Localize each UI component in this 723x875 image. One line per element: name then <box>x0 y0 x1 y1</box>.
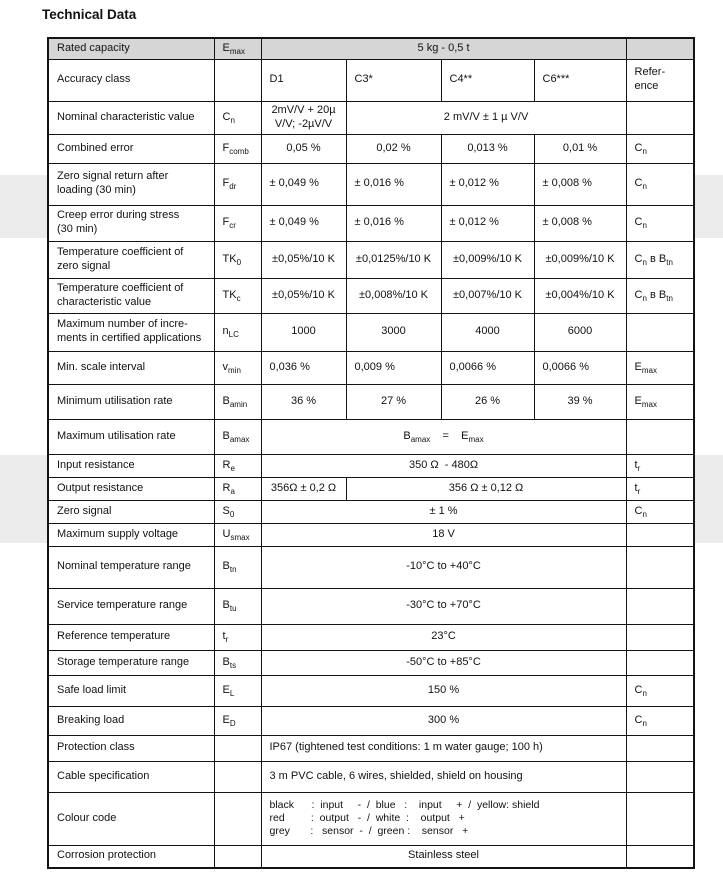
table-row <box>48 351 694 384</box>
table-row <box>48 500 694 523</box>
value-cell: $R_e$ <box>214 454 261 477</box>
value-cell: C6*** <box>534 59 626 101</box>
value-cell: black : input - / blue : input + / yellow: shield red : output - / white : output + grey : sensor - / green : sensor + <box>261 792 626 845</box>
value-cell: $C_n$ <box>626 706 694 735</box>
value-cell: ±0,05%/10 K <box>261 278 346 313</box>
value-cell: 4000 <box>441 313 534 351</box>
value-cell: 5 kg - 0,5 t <box>261 38 626 59</box>
table-row <box>48 706 694 735</box>
table-row <box>48 546 694 588</box>
value-cell: ± 0,012 % <box>441 205 534 241</box>
value-cell: 0,02 % <box>346 134 441 163</box>
value-cell: 150 % <box>261 675 626 706</box>
value-cell: -50°C to +85°C <box>261 650 626 675</box>
parameter-cell: Output resistance <box>48 477 214 500</box>
value-cell: $B_{tu}$ <box>214 588 261 624</box>
value-cell <box>626 38 694 59</box>
value-cell: $F_{comb}$ <box>214 134 261 163</box>
value-cell: 0,009 % <box>346 351 441 384</box>
parameter-cell: Colour code <box>48 792 214 845</box>
parameter-cell: Cable specification <box>48 761 214 792</box>
value-cell: $n_{LC}$ <box>214 313 261 351</box>
value-cell: 356 Ω ± 0,12 Ω <box>346 477 626 500</box>
value-cell: $E_D$ <box>214 706 261 735</box>
value-cell: ± 0,016 % <box>346 163 441 205</box>
value-cell: $t_r$ <box>214 624 261 650</box>
table-row <box>48 313 694 351</box>
value-cell: ± 1 % <box>261 500 626 523</box>
parameter-cell: Combined error <box>48 134 214 163</box>
value-cell: $B_{ts}$ <box>214 650 261 675</box>
value-cell: 3000 <box>346 313 441 351</box>
value-cell: $C_n$ <box>626 500 694 523</box>
parameter-cell: Maximum number of incre- ments in certified applications <box>48 313 214 351</box>
value-cell: -30°C to +70°C <box>261 588 626 624</box>
value-cell: $t_r$ <box>626 477 694 500</box>
value-cell: $TK_c$ <box>214 278 261 313</box>
parameter-cell: Minimum utilisation rate <box>48 384 214 419</box>
value-cell: 356Ω ± 0,2 Ω <box>261 477 346 500</box>
parameter-cell: Min. scale interval <box>48 351 214 384</box>
parameter-cell: Zero signal <box>48 500 214 523</box>
table-row <box>48 735 694 761</box>
value-cell: $B_{amax}$ = $E_{max}$ <box>261 419 626 454</box>
value-cell <box>626 101 694 134</box>
value-cell: $B_{amax}$ <box>214 419 261 454</box>
value-cell: C4** <box>441 59 534 101</box>
value-cell: ± 0,049 % <box>261 205 346 241</box>
value-cell <box>214 59 261 101</box>
value-cell: $E_{max}$ <box>626 384 694 419</box>
value-cell: $C_n$ в $B_{tn}$ <box>626 278 694 313</box>
value-cell: 1000 <box>261 313 346 351</box>
value-cell: 0,0066 % <box>534 351 626 384</box>
value-cell: 27 % <box>346 384 441 419</box>
value-cell: $U_{smax}$ <box>214 523 261 546</box>
parameter-cell: Maximum supply voltage <box>48 523 214 546</box>
parameter-cell: Protection class <box>48 735 214 761</box>
value-cell <box>214 792 261 845</box>
table-row <box>48 675 694 706</box>
value-cell: $C_n$ в $B_{tn}$ <box>626 241 694 278</box>
parameter-cell: Input resistance <box>48 454 214 477</box>
value-cell: 2 mV/V ± 1 µ V/V <box>346 101 626 134</box>
value-cell: 350 Ω - 480Ω <box>261 454 626 477</box>
value-cell: 23°C <box>261 624 626 650</box>
value-cell: 39 % <box>534 384 626 419</box>
table-row <box>48 454 694 477</box>
value-cell: ±0,004%/10 K <box>534 278 626 313</box>
parameter-cell: Nominal characteristic value <box>48 101 214 134</box>
value-cell: ± 0,012 % <box>441 163 534 205</box>
parameter-cell: Maximum utilisation rate <box>48 419 214 454</box>
value-cell: 300 % <box>261 706 626 735</box>
value-cell: $C_n$ <box>214 101 261 134</box>
value-cell: Refer- ence <box>626 59 694 101</box>
table-row <box>48 624 694 650</box>
table-row <box>48 163 694 205</box>
table-row <box>48 101 694 134</box>
value-cell: 18 V <box>261 523 626 546</box>
value-cell: $B_{tn}$ <box>214 546 261 588</box>
parameter-cell: Zero signal return after loading (30 min) <box>48 163 214 205</box>
table-row <box>48 134 694 163</box>
value-cell: $B_{amin}$ <box>214 384 261 419</box>
page-title: Technical Data <box>42 7 137 22</box>
value-cell: C3* <box>346 59 441 101</box>
value-cell: $R_a$ <box>214 477 261 500</box>
value-cell <box>626 845 694 868</box>
value-cell <box>626 761 694 792</box>
parameter-cell: Temperature coefficient of zero signal <box>48 241 214 278</box>
value-cell: ±0,007%/10 K <box>441 278 534 313</box>
value-cell <box>626 735 694 761</box>
value-cell: ± 0,008 % <box>534 163 626 205</box>
value-cell <box>214 735 261 761</box>
value-cell: ±0,008%/10 K <box>346 278 441 313</box>
table-row <box>48 761 694 792</box>
value-cell <box>626 313 694 351</box>
value-cell: $TK_0$ <box>214 241 261 278</box>
value-cell: ±0,05%/10 K <box>261 241 346 278</box>
value-cell: $v_{min}$ <box>214 351 261 384</box>
table-row <box>48 205 694 241</box>
value-cell: $E_L$ <box>214 675 261 706</box>
parameter-cell: Reference temperature <box>48 624 214 650</box>
value-cell: $F_{cr}$ <box>214 205 261 241</box>
value-cell: $C_n$ <box>626 205 694 241</box>
value-cell: 0,013 % <box>441 134 534 163</box>
value-cell: ±0,0125%/10 K <box>346 241 441 278</box>
value-cell: $t_r$ <box>626 454 694 477</box>
parameter-cell: Temperature coefficient of characteristic value <box>48 278 214 313</box>
value-cell <box>626 650 694 675</box>
value-cell <box>626 792 694 845</box>
table-row <box>48 419 694 454</box>
value-cell: $E_{max}$ <box>626 351 694 384</box>
table-row <box>48 650 694 675</box>
value-cell: $F_{dr}$ <box>214 163 261 205</box>
table-row <box>48 845 694 868</box>
value-cell: $C_n$ <box>626 134 694 163</box>
value-cell: ±0,009%/10 K <box>441 241 534 278</box>
value-cell <box>626 523 694 546</box>
value-cell <box>626 624 694 650</box>
parameter-cell: Accuracy class <box>48 59 214 101</box>
parameter-cell: Rated capacity <box>48 38 214 59</box>
value-cell: 0,0066 % <box>441 351 534 384</box>
parameter-cell: Corrosion protection <box>48 845 214 868</box>
value-cell: ± 0,016 % <box>346 205 441 241</box>
value-cell: 0,05 % <box>261 134 346 163</box>
technical-data-table <box>47 37 695 869</box>
value-cell: -10°C to +40°C <box>261 546 626 588</box>
parameter-cell: Service temperature range <box>48 588 214 624</box>
value-cell: 2mV/V + 20µ V/V; -2µV/V <box>261 101 346 134</box>
table-row <box>48 278 694 313</box>
value-cell: 6000 <box>534 313 626 351</box>
value-cell <box>626 419 694 454</box>
value-cell: ± 0,049 % <box>261 163 346 205</box>
value-cell: 36 % <box>261 384 346 419</box>
parameter-cell: Breaking load <box>48 706 214 735</box>
value-cell: 26 % <box>441 384 534 419</box>
value-cell: $E_{max}$ <box>214 38 261 59</box>
table-row <box>48 588 694 624</box>
table-row <box>48 384 694 419</box>
value-cell <box>626 546 694 588</box>
table-row <box>48 38 694 59</box>
value-cell: ± 0,008 % <box>534 205 626 241</box>
value-cell: 0,01 % <box>534 134 626 163</box>
table-row <box>48 59 694 101</box>
parameter-cell: Storage temperature range <box>48 650 214 675</box>
value-cell: ±0,009%/10 K <box>534 241 626 278</box>
value-cell: 0,036 % <box>261 351 346 384</box>
table-row <box>48 241 694 278</box>
parameter-cell: Safe load limit <box>48 675 214 706</box>
table-row <box>48 523 694 546</box>
parameter-cell: Creep error during stress (30 min) <box>48 205 214 241</box>
parameter-cell: Nominal temperature range <box>48 546 214 588</box>
table-row <box>48 477 694 500</box>
value-cell: Stainless steel <box>261 845 626 868</box>
value-cell: $C_n$ <box>626 163 694 205</box>
value-cell: IP67 (tightened test conditions: 1 m water gauge; 100 h) <box>261 735 626 761</box>
value-cell <box>214 761 261 792</box>
value-cell: D1 <box>261 59 346 101</box>
value-cell <box>626 588 694 624</box>
table-row <box>48 792 694 845</box>
value-cell: $S_0$ <box>214 500 261 523</box>
value-cell <box>214 845 261 868</box>
value-cell: $C_n$ <box>626 675 694 706</box>
value-cell: 3 m PVC cable, 6 wires, shielded, shield on housing <box>261 761 626 792</box>
